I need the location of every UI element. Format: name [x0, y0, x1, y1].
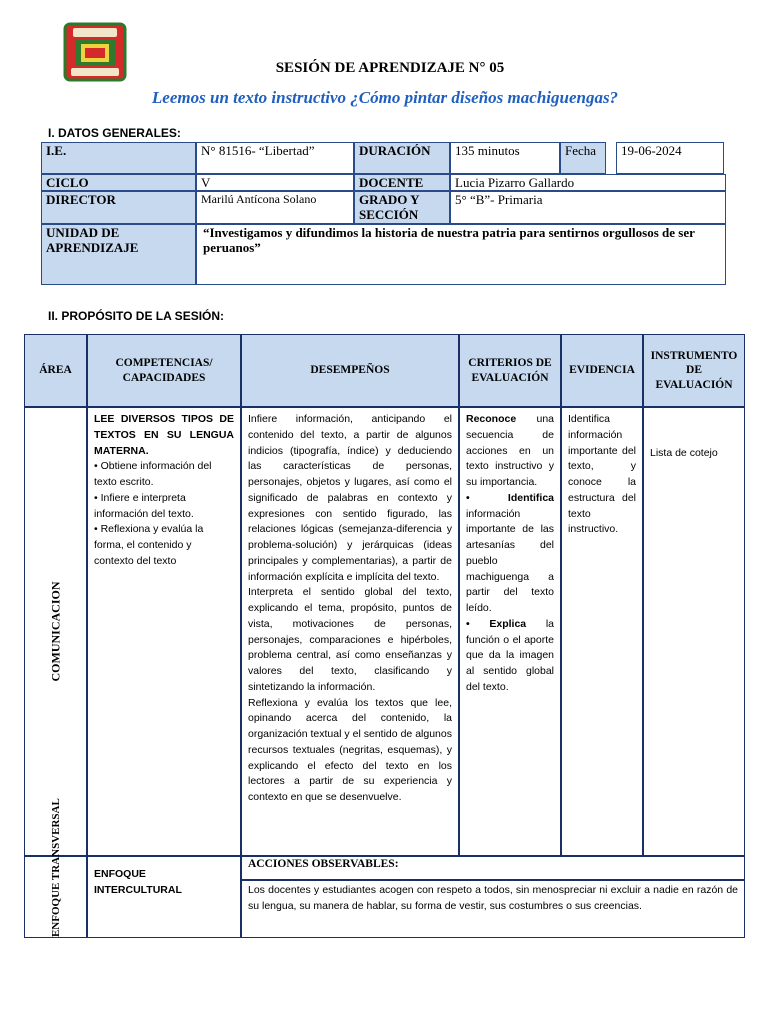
- section-heading-proposito: II. PROPÓSITO DE LA SESIÓN:: [48, 309, 225, 323]
- competencia-title: LEE DIVERSOS TIPOS DE TEXTOS EN SU LENGUA MATERNA.: [94, 413, 234, 457]
- criterio-verb: • Explica: [466, 617, 527, 630]
- criterio-verb: • Identifica: [466, 491, 554, 504]
- director-value: Marilú Antícona Solano: [196, 191, 354, 224]
- evidencia-cell: [561, 407, 643, 856]
- desempenos-cell: [241, 407, 459, 856]
- competencias-cell: [87, 407, 241, 856]
- criterio-item: [466, 412, 554, 491]
- acciones-text: Los docentes y estudiantes acogen con respeto a todos, sin menospreciar ni excluir a nadie en razón de su lengua, su manera de hablar, su forma de vestir, sus costumbres o sus creencias.: [241, 880, 745, 938]
- enfoque-area-cell: [24, 798, 87, 938]
- director-label: DIRECTOR: [41, 191, 196, 224]
- instrumento-text: Lista de cotejo: [650, 447, 718, 459]
- ie-value: N° 81516- “Libertad”: [196, 142, 354, 174]
- unidad-value: “Investigamos y difundimos la historia de nuestra patria para sentirnos orgullosos de ser peruanos”: [196, 224, 726, 285]
- docente-value: Lucia Pizarro Gallardo: [450, 174, 726, 191]
- session-subtitle: Leemos un texto instructivo ¿Cómo pintar diseños machiguengas?: [151, 88, 619, 107]
- section-heading-datos: I. DATOS GENERALES:: [48, 126, 181, 140]
- criterios-cell: [459, 407, 561, 856]
- desempeno-item: Reflexiona y evalúa los textos que lee, opinando acerca del contenido, la organización textual y el sentido de algunos recursos textuales (negritas, esquemas), y explicando el efecto del texto en los lectores a partir de su experiencia y contexto en que se desenvuelve.: [248, 696, 452, 803]
- enfoque-name: ENFOQUE INTERCULTURAL: [94, 868, 182, 896]
- criterio-text: una secuencia de acciones en un texto instructivo y su importancia.: [466, 413, 554, 488]
- instrumento-cell: [643, 407, 745, 856]
- desempeno-item: Interpreta el sentido global del texto, explicando el tema, propósito, puntos de vista, motivaciones de personas, personajes, comparaciones e hipérboles, problema central, así como enseñanzas y valores del texto, clasificando y sintetizando la información.: [248, 586, 452, 693]
- header-criterios: CRITERIOS DE EVALUACIÓN: [459, 334, 561, 407]
- ciclo-value: V: [196, 174, 354, 191]
- fecha-value: 19-06-2024: [616, 142, 724, 174]
- duracion-label: DURACIÓN: [354, 142, 450, 174]
- ie-label: I.E.: [41, 142, 196, 174]
- acciones-label: ACCIONES OBSERVABLES:: [241, 856, 745, 880]
- header-area: ÁREA: [24, 334, 87, 407]
- capacidad-item: • Reflexiona y evalúa la forma, el contenido y contexto del texto: [94, 523, 204, 567]
- enfoque-name-cell: [87, 856, 241, 938]
- grado-label: GRADO Y SECCIÓN: [354, 191, 450, 224]
- header-evidencia: EVIDENCIA: [561, 334, 643, 407]
- grado-value: 5° “B”- Primaria: [450, 191, 726, 224]
- unidad-label: UNIDAD DE APRENDIZAJE: [41, 224, 196, 285]
- fecha-label: Fecha: [560, 142, 606, 174]
- duracion-value: 135 minutos: [450, 142, 560, 174]
- evidencia-text: Identifica información importante del texto, y conoce la estructura del texto instructivo.: [568, 413, 636, 536]
- area-label: COMUNICACION: [48, 581, 62, 682]
- criterio-text: la función o el aporte que da la imagen al sentido global del texto.: [466, 617, 554, 693]
- desempeno-item: Infiere información, anticipando el contenido del texto, a partir de algunos indicios (tipografía, índice) y deduciendo las características de personas, personajes, objetos y lugares, así como el significado de palabras en contexto y expresiones con sentido figurado, las relaciones lógicas (semejanza-diferencia y problema-solución) y jerárquicas (ideas principales y complementarias), a partir de información explícita e implícita del texto.: [248, 413, 452, 583]
- enfoque-area-label: ENFOQUE TRANSVERSAL: [49, 798, 62, 937]
- header-instrumento: INSTRUMENTO DE EVALUACIÓN: [643, 334, 745, 407]
- criterio-verb: Reconoce: [466, 413, 517, 425]
- area-cell: [24, 407, 87, 856]
- capacidad-item: • Obtiene información del texto escrito.: [94, 460, 212, 488]
- header-competencias: COMPETENCIAS/ CAPACIDADES: [87, 334, 241, 407]
- criterio-item: [466, 491, 554, 617]
- session-title: SESIÓN DE APRENDIZAJE N° 05: [275, 60, 505, 76]
- criterio-item: [466, 617, 554, 696]
- capacidad-item: • Infiere e interpreta información del texto.: [94, 491, 194, 520]
- docente-label: DOCENTE: [354, 174, 450, 191]
- school-logo: [63, 22, 127, 82]
- ciclo-label: CICLO: [41, 174, 196, 191]
- header-desempenos: DESEMPEÑOS: [241, 334, 459, 407]
- criterio-text: información importante de las artesanías del pueblo machiguenga a partir del texto leído.: [466, 507, 554, 614]
